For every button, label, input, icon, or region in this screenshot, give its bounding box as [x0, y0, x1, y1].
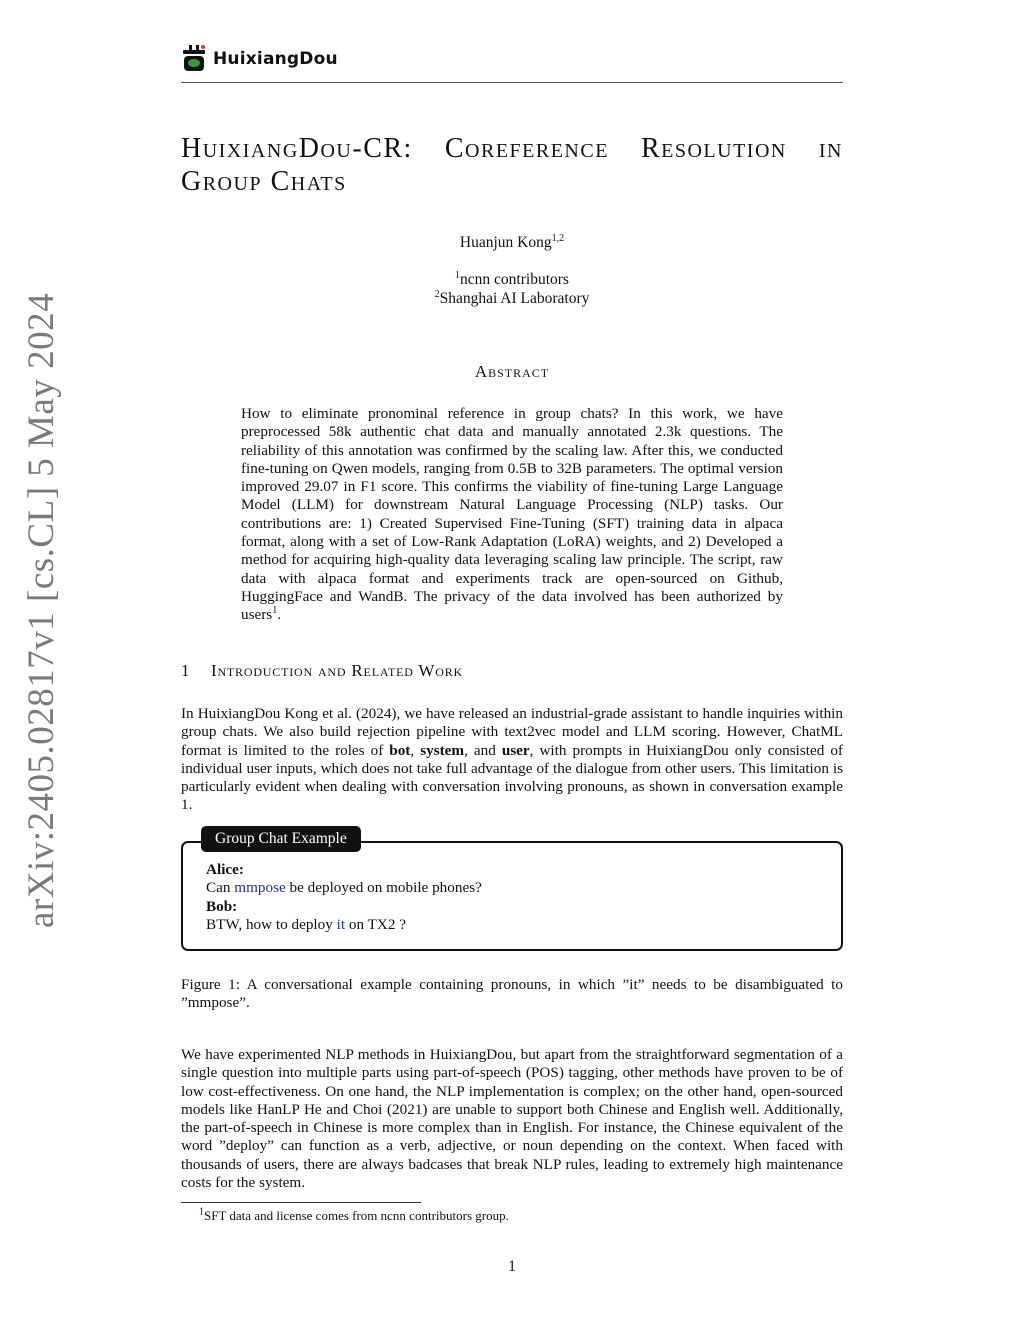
- section-heading: [181, 661, 463, 681]
- abstract-footnote-mark: 1: [272, 605, 278, 617]
- role-bot: bot: [389, 741, 411, 759]
- affiliation-1: $^1$ncnn contributors: [455, 269, 569, 288]
- footnote: $^1$SFT data and license comes from ncnn contributors group.: [199, 1206, 509, 1223]
- abstract-heading: Abstract: [474, 362, 550, 381]
- section-title: Introduction and Related Work: [211, 661, 464, 680]
- author-name: Huanjun Kong: [459, 234, 552, 251]
- figure-caption: Figure 1: A conversational example containing pronouns, in which ”it” needs to be disambiguated to ”mmpose”.: [181, 976, 843, 1012]
- affiliation-2: $^2$Shanghai AI Laboratory: [434, 288, 590, 307]
- role-user: user: [501, 741, 530, 759]
- role-system: system: [420, 741, 465, 759]
- logo-text: HuixiangDou: [213, 49, 338, 69]
- abstract-text: How to eliminate pronominal reference in group chats? In this work, we have preprocessed 58k authentic chat data and manually annotated 2.3k questions. The reliability of this annotation was confirmed by the scaling law. After this, we conducted fine-tuning on Qwen models, ranging from 0.5B to 32B parameters. The optimal version improved 29.07 in F1 score. This confirms the viability of fine-tuning Large Language Model (LLM) for downstream Natural Language Processing (NLP) tasks. Our contributions are: 1) Created Supervised Fine-Tuning (SFT) training data in alpaca format, along with a set of Low-Rank Adaptation (LoRA) weights, and 2) Developed a method for acquiring high-quality data leveraging scaling law principle. The script, raw data with alpaca format and experiments track are open-sourced on Github, HuggingFace and WandB. The privacy of the data involved has been authorized by users$^1$.: [241, 405, 783, 624]
- chat-message-2: BTW, how to deploy it on TX2 ?: [206, 915, 406, 933]
- highlight-it: it: [336, 915, 346, 933]
- group-chat-label: Group Chat Example: [201, 826, 361, 852]
- section-number: 1: [181, 661, 191, 680]
- author-affil-marks: 1,2: [551, 232, 565, 244]
- arxiv-identifier: arXiv:2405.02817v1 [cs.CL] 5 May 2024: [21, 292, 62, 928]
- body-paragraph: We have experimented NLP methods in HuixiangDou, but apart from the straightforward segmentation of a single question into multiple parts using part-of-speech (POS) tagging, other methods have proven to be of low cost-effectiveness. On one hand, the NLP implementation is complex; on the other hand, open-sourced models like HanLP He and Choi (2021) are unable to support both Chinese and English well. Additionally, the part-of-speech in Chinese is more complex than in English. For instance, the Chinese equivalent of the word ”deploy” can function as a verb, adjective, or noun depending on the context. When faced with thousands of users, there are always badcases that break NLP rules, leading to extremely high maintenance costs for the system.: [181, 1046, 843, 1192]
- chat-speaker-bob: Bob:: [206, 897, 238, 915]
- chat-speaker-alice: Alice:: [206, 861, 244, 878]
- page-number: 1: [508, 1258, 516, 1275]
- paper-title: HuixiangDou-CR: Coreference Resolution in Group Chats: [181, 133, 843, 197]
- huixiangdou-logo-icon: [181, 44, 207, 74]
- header-rule: [181, 82, 843, 83]
- footnote-rule: [181, 1202, 421, 1203]
- author-line: [181, 234, 843, 252]
- group-chat-messages: [206, 861, 482, 934]
- header-logo: [181, 44, 338, 74]
- intro-paragraph: In HuixiangDou Kong et al. (2024), we have released an industrial-grade assistant to handle inquiries within group chats. We also build rejection pipeline with text2vec model and LLM scoring. However, ChatML format is limited to the roles of bot, system, and user, with prompts in HuixiangDou only consisted of individual user inputs, which does not take full advantage of the dialogue from other users. This limitation is particularly evident when dealing with conversation involving pronouns, as shown in conversation example 1.: [181, 705, 843, 814]
- chat-message-1: Can mmpose be deployed on mobile phones?: [206, 879, 482, 897]
- affiliations: [181, 270, 843, 308]
- highlight-mmpose: mmpose: [234, 879, 286, 897]
